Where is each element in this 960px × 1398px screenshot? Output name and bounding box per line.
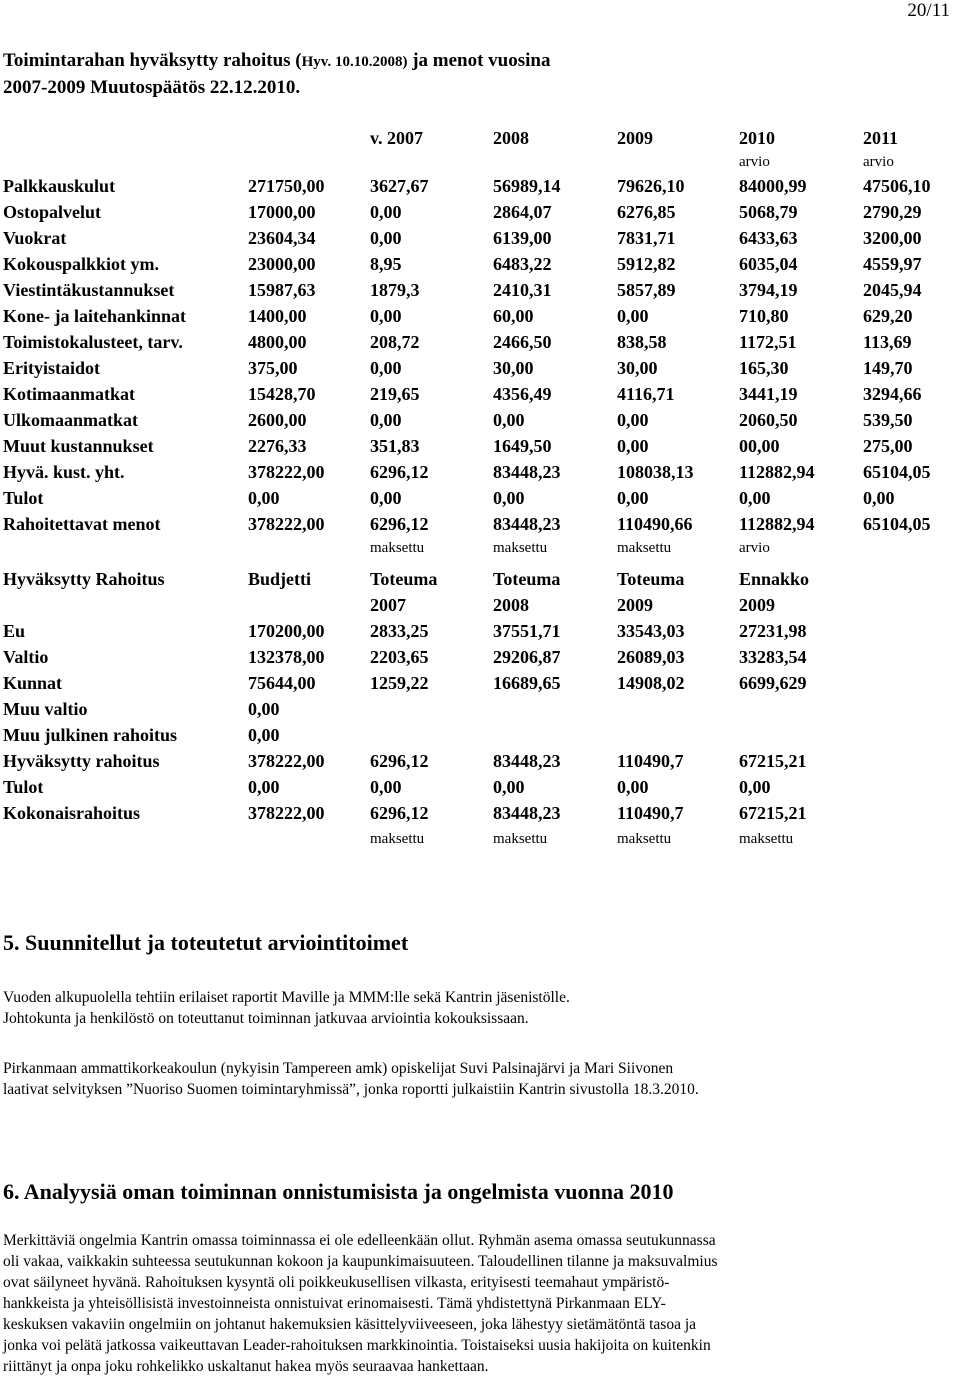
paragraph-line: jonka voi pelätä jatkossa vaikeuttavan Leader-rahoituksen markkinointia. Toistaiseksi uusia hakijoita on kuitenkin [3,1337,711,1354]
table-cell: 0,00 [248,699,280,719]
table-cell: maksettu [493,831,548,847]
table-cell: 710,80 [739,306,789,326]
table-cell: 375,00 [248,358,298,378]
table-cell: 3794,19 [739,280,798,300]
table-cell: 2410,31 [493,280,552,300]
table-cell: 83448,23 [493,803,561,823]
table-cell: 0,00 [617,410,649,430]
table-cell: 0,00 [370,306,402,326]
table-cell: 30,00 [617,358,658,378]
table-cell: 0,00 [248,725,280,745]
table-cell: 60,00 [493,306,534,326]
table-cell: arvio [739,154,770,170]
table-cell: 2008 [493,128,529,148]
row-label: Erityistaidot [3,358,100,378]
table-cell: 378222,00 [248,462,325,482]
row-label: Valtio [3,647,49,667]
table-cell: 56989,14 [493,176,561,196]
row-label: Ulkomaanmatkat [3,410,139,430]
document-title [3,48,551,101]
table-cell: 2466,50 [493,332,552,352]
table-cell: 2833,25 [370,621,429,641]
table-cell: 1879,3 [370,280,420,300]
table-cell: 0,00 [739,488,771,508]
table-cell: 3294,66 [863,384,922,404]
table-cell: 6035,04 [739,254,798,274]
table-cell: 0,00 [248,488,280,508]
table-cell: 0,00 [617,306,649,326]
table-cell: 84000,99 [739,176,807,196]
title-line1-b: ja menot vuosina [407,50,551,71]
table-cell: 112882,94 [739,462,815,482]
row-label: Ostopalvelut [3,202,102,222]
table-cell: arvio [739,540,770,556]
table-cell: 15987,63 [248,280,316,300]
table-cell: 4116,71 [617,384,675,404]
row-label: Vuokrat [3,228,67,248]
section-5-paragraph-2 [3,1058,958,1100]
table-cell: 2008 [493,595,529,615]
table-cell: v. 2007 [370,128,424,148]
row-label: Muu valtio [3,699,88,719]
table-cell: 1172,51 [739,332,797,352]
row-label: Viestintäkustannukset [3,280,175,300]
table-cell: Toteuma [617,569,685,589]
table-cell: 6296,12 [370,803,429,823]
table-cell: 6296,12 [370,514,429,534]
table-cell: 0,00 [248,777,280,797]
table-cell: 3627,67 [370,176,429,196]
table-cell: 378222,00 [248,514,325,534]
table-cell: 208,72 [370,332,420,352]
title-line2: 2007-2009 Muutospäätös 22.12.2010. [3,77,301,98]
table-cell: 4800,00 [248,332,307,352]
table-cell: maksettu [617,831,672,847]
title-line1-small: Hyv. 10.10.2008) [301,54,408,70]
table-cell: 0,00 [617,488,649,508]
table-cell: 23000,00 [248,254,316,274]
row-label: Hyväksytty Rahoitus [3,569,165,589]
table-cell: 6433,63 [739,228,798,248]
paragraph-line: Vuoden alkupuolella tehtiin erilaiset raportit Maville ja MMM:lle sekä Kantrin jäsenistölle. [3,989,570,1006]
table-cell: 26089,03 [617,647,685,667]
paragraph-line: hankkeista ja yhteisöllisistä investoinneista onnistuivat erinomaisesti. Tämä yhdistettynä Pirkanmaan ELY- [3,1295,666,1312]
table-cell: 16689,65 [493,673,561,693]
table-cell: 0,00 [370,488,402,508]
table-cell: Budjetti [248,569,311,589]
table-cell: 1649,50 [493,436,552,456]
table-cell: 2009 [617,595,653,615]
section-6-paragraph [3,1230,958,1377]
table-cell: 83448,23 [493,462,561,482]
table-cell: 65104,05 [863,462,931,482]
section-5-paragraph-1 [3,987,958,1029]
row-label: Kokonaisrahoitus [3,803,141,823]
table-cell: 30,00 [493,358,534,378]
table-cell: 378222,00 [248,751,325,771]
table-cell: 2009 [617,128,653,148]
row-label: Eu [3,621,26,641]
table-cell: 3200,00 [863,228,922,248]
table-cell: 5857,89 [617,280,676,300]
row-label: Hyvä. kust. yht. [3,462,125,482]
table-cell: Toteuma [370,569,438,589]
table-cell: 75644,00 [248,673,316,693]
paragraph-line: Merkittäviä ongelmia Kantrin omassa toiminnassa ei ole edelleenkään ollut. Ryhmän asema omassa seutukunnassa [3,1232,716,1249]
row-label: Hyväksytty rahoitus [3,751,160,771]
table-cell: 112882,94 [739,514,815,534]
table-cell: 0,00 [370,358,402,378]
table-cell: 110490,7 [617,751,684,771]
table-cell: 67215,21 [739,751,807,771]
table-cell: 23604,34 [248,228,316,248]
table-cell: 5912,82 [617,254,676,274]
table-cell: 33543,03 [617,621,685,641]
row-label: Rahoitettavat menot [3,514,161,534]
table-cell: 2203,65 [370,647,429,667]
table-cell: 0,00 [617,436,649,456]
row-label: Kotimaanmatkat [3,384,135,404]
table-cell: 110490,66 [617,514,693,534]
table-cell: 67215,21 [739,803,807,823]
table-cell: 15428,70 [248,384,316,404]
table-cell: 275,00 [863,436,913,456]
table-cell: 110490,7 [617,803,684,823]
table-cell: 3441,19 [739,384,798,404]
paragraph-line: keskuksen vakaviin ongelmiin on johtanut hakemuksien käsittelyviiveeseen, joka lähestyy sietämätöntä tasoa ja [3,1316,697,1333]
row-label: Muu julkinen rahoitus [3,725,178,745]
table-cell: 17000,00 [248,202,316,222]
table-cell: 539,50 [863,410,913,430]
table-cell: 2276,33 [248,436,307,456]
row-label: Kunnat [3,673,63,693]
table-cell: 132378,00 [248,647,325,667]
row-label: Kokouspalkkiot ym. [3,254,160,274]
table-cell: 2007 [370,595,406,615]
row-label: Tulot [3,777,44,797]
table-cell: 351,83 [370,436,420,456]
row-label: Palkkauskulut [3,176,116,196]
table-cell: 83448,23 [493,751,561,771]
table-cell: 6483,22 [493,254,552,274]
table-cell: 838,58 [617,332,667,352]
table-cell: 2009 [739,595,775,615]
page-number: 20/11 [907,0,950,21]
table-cell: 0,00 [863,488,895,508]
table-cell: 2790,29 [863,202,922,222]
table-cell: 1400,00 [248,306,307,326]
paragraph-line: riittänyt ja onpa joku rohkelikko uskaltanut hakea myös seuraavaa hankettaan. [3,1358,489,1375]
table-cell: maksettu [370,831,425,847]
table-cell: arvio [863,154,894,170]
row-label: Kone- ja laitehankinnat [3,306,187,326]
table-cell: 170200,00 [248,621,325,641]
table-cell: 108038,13 [617,462,694,482]
table-cell: 2011 [863,128,899,148]
table-cell: 0,00 [617,777,649,797]
table-cell: 6296,12 [370,462,429,482]
table-cell: 6296,12 [370,751,429,771]
table-cell: 2045,94 [863,280,922,300]
row-label: Tulot [3,488,44,508]
table-cell: 29206,87 [493,647,561,667]
paragraph-line: laativat selvityksen ”Nuoriso Suomen toimintaryhmissä”, jonka roportti julkaistiin Kantrin sivustolla 18.3.2010. [3,1081,699,1098]
table-cell: maksettu [370,540,425,556]
table-cell: 2864,07 [493,202,552,222]
paragraph-line: Johtokunta ja henkilöstö on toteuttanut toiminnan jatkuvaa arviointia kokouksissaan. [3,1010,529,1027]
paragraph-line: oli vakaa, vaikkakin suhteessa seutukunnan kokoon ja kaupunkimaisuuteen. Taloudellinen tilanne ja maksuvalmius [3,1253,718,1270]
table-cell: 6699,629 [739,673,807,693]
table-cell: 0,00 [370,777,402,797]
table-cell: 113,69 [863,332,912,352]
table-cell: Toteuma [493,569,561,589]
table-cell: 0,00 [370,202,402,222]
table-cell: 149,70 [863,358,913,378]
table-cell: 14908,02 [617,673,685,693]
table-cell: 6276,85 [617,202,676,222]
table-cell: 83448,23 [493,514,561,534]
table-cell: 47506,10 [863,176,931,196]
table-cell: 2060,50 [739,410,798,430]
table-cell: 33283,54 [739,647,807,667]
table-cell: 378222,00 [248,803,325,823]
table-cell: maksettu [493,540,548,556]
table-cell: 629,20 [863,306,913,326]
table-cell: 8,95 [370,254,402,274]
table-cell: 4559,97 [863,254,922,274]
table-cell: maksettu [739,831,794,847]
table-cell: 37551,71 [493,621,561,641]
table-cell: Ennakko [739,569,810,589]
table-cell: 165,30 [739,358,789,378]
table-cell: 0,00 [739,777,771,797]
table-cell: 219,65 [370,384,420,404]
table-cell: 0,00 [493,410,525,430]
table-cell: 1259,22 [370,673,429,693]
paragraph-line: Pirkanmaan ammattikorkeakoulun (nykyisin Tampereen amk) opiskelijat Suvi Palsinajärvi ja Mari Siivonen [3,1060,674,1077]
table-cell: 0,00 [370,410,402,430]
table-cell: 2600,00 [248,410,307,430]
row-label: Toimistokalusteet, tarv. [3,332,183,352]
table-cell: 65104,05 [863,514,931,534]
table-cell: 0,00 [493,488,525,508]
table-cell: 5068,79 [739,202,798,222]
title-line1-a: Toimintarahan hyväksytty rahoitus ( [3,50,302,71]
paragraph-line: ovat säilyneet hyvänä. Rahoituksen kysyntä oli poikkeukusellisen vilkasta, erityisesti teemahaut ympäristö- [3,1274,670,1291]
section-6-heading: 6. Analyysiä oman toiminnan onnistumisista ja ongelmista vuonna 2010 [3,1179,674,1204]
table-cell: 4356,49 [493,384,552,404]
table-cell: 0,00 [493,777,525,797]
section-5-heading: 5. Suunnitellut ja toteutetut arviointitoimet [3,930,409,955]
row-label: Muut kustannukset [3,436,154,456]
table-cell: 2010 [739,128,775,148]
table-cell: 271750,00 [248,176,325,196]
table-cell: 00,00 [739,436,780,456]
table-cell: 27231,98 [739,621,807,641]
table-cell: maksettu [617,540,672,556]
table-cell: 6139,00 [493,228,552,248]
table-cell: 7831,71 [617,228,676,248]
table-cell: 79626,10 [617,176,685,196]
table-cell: 0,00 [370,228,402,248]
